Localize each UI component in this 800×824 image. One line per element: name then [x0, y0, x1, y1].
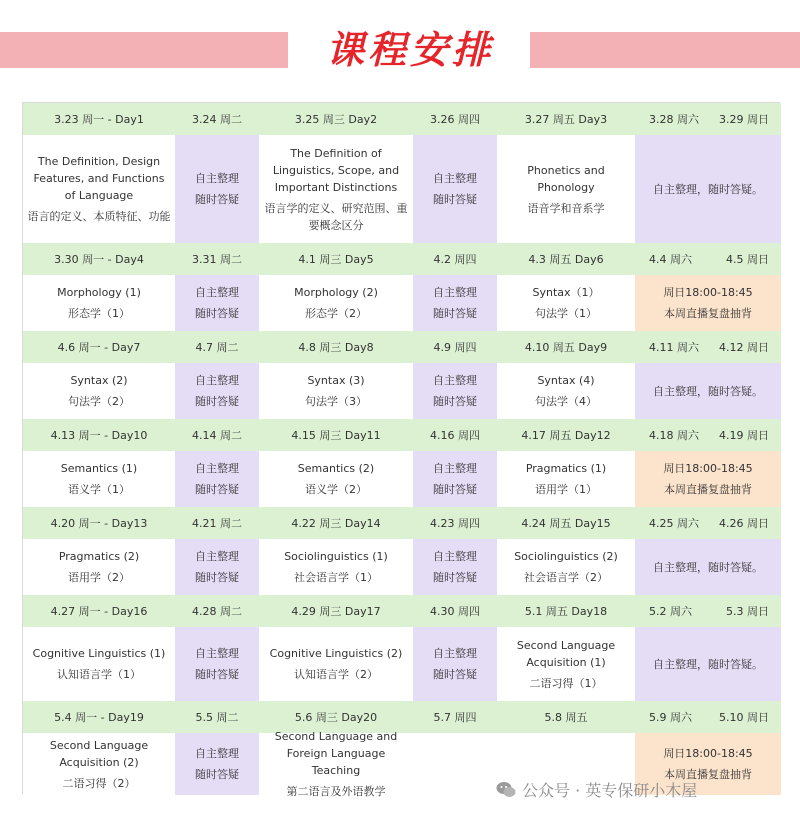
lesson-title-en: Semantics (2): [297, 462, 375, 475]
lesson-cell-fri: [497, 275, 635, 331]
header-thu: 5.7 周四: [433, 710, 477, 724]
lesson-cell-mon: [23, 451, 175, 507]
lesson-cell-mon: [23, 733, 175, 795]
header-mon: 4.27 周一 - Day16: [50, 604, 148, 618]
lesson-title-zh: 语音学和音系学: [527, 201, 605, 215]
lesson-title-zh: 社会语言学（2）: [524, 571, 608, 584]
lesson-title-en: Syntax (3): [307, 374, 365, 387]
header-thu: 4.2 周四: [433, 252, 477, 266]
lesson-title-zh: 认知语言学（1）: [57, 668, 141, 681]
lesson-title-en: Phonetics and Phonology: [527, 163, 605, 194]
header-wed: 4.22 周三 Day14: [291, 516, 381, 530]
weekend-line1: 自主整理，随时答疑。: [653, 657, 763, 671]
lesson-cell-mon: [23, 363, 175, 419]
lesson-cell-wed: [259, 539, 413, 595]
header-wed: 3.25 周三 Day2: [294, 112, 378, 126]
lesson-title-en: Pragmatics (2): [58, 550, 140, 563]
weekend-line1: 周日18:00-18:45: [663, 462, 753, 475]
self-study-cell-tue: [175, 627, 259, 701]
header-thu: 4.30 周四: [430, 604, 480, 618]
self-study-cell-thu: [413, 275, 497, 331]
lesson-title-zh: 第二语言及外语教学: [286, 785, 386, 798]
week-header-row: [23, 595, 781, 627]
self-study-line2: 随时答疑: [433, 193, 477, 206]
self-study-line1: 自主整理: [195, 286, 239, 299]
header-sun: 5.3 周日: [726, 604, 769, 618]
weekend-line1: 自主整理，随时答疑。: [653, 182, 763, 196]
schedule-table: [22, 102, 780, 798]
week-content-row: [23, 539, 781, 595]
self-study-line2: 随时答疑: [195, 395, 239, 408]
header-tue: 5.5 周二: [195, 710, 239, 724]
weekend-line1: 自主整理，随时答疑。: [653, 384, 763, 398]
header-thu: 3.26 周四: [430, 112, 480, 126]
lesson-title-zh: 形态学（2）: [305, 307, 367, 320]
self-study-cell-tue: [175, 135, 259, 243]
lesson-title-en: The Definition, Design Features, and Functions of Language: [33, 155, 165, 202]
lesson-title-zh: 形态学（1）: [68, 307, 130, 320]
lesson-title-zh: 语言学的定义、研究范围、重要概念区分: [264, 201, 408, 232]
lesson-title-en: Cognitive Linguistics (1): [32, 647, 166, 660]
self-study-line1: 自主整理: [433, 462, 477, 475]
header-sun: 4.12 周日: [719, 340, 769, 354]
lesson-cell-wed: [259, 135, 413, 243]
lesson-title-zh: 认知语言学（2）: [294, 668, 378, 681]
lesson-cell-wed: [259, 275, 413, 331]
header-sun: 4.26 周日: [719, 516, 769, 530]
header-tue: 4.14 周二: [192, 428, 242, 442]
footer-watermark: 公众号 · 英专保研小木屋: [522, 781, 698, 800]
lesson-cell-mon: [23, 627, 175, 701]
week-content-row: [23, 135, 781, 243]
lesson-title-en: Morphology (2): [294, 286, 378, 299]
lesson-cell-wed: [259, 730, 413, 798]
self-study-line2: 随时答疑: [195, 768, 239, 781]
lesson-title-zh: 语用学（1）: [535, 483, 597, 496]
self-study-line2: 随时答疑: [195, 193, 239, 206]
self-study-cell-tue: [175, 451, 259, 507]
week-content-row: [23, 363, 781, 419]
lesson-cell-wed: [259, 627, 413, 701]
lesson-cell-wed: [259, 451, 413, 507]
self-study-line1: 自主整理: [195, 747, 239, 760]
self-study-cell-tue: [175, 363, 259, 419]
self-study-cell-tue: [175, 275, 259, 331]
self-study-line2: 随时答疑: [195, 483, 239, 496]
header-wed: 4.8 周三 Day8: [298, 340, 374, 354]
lesson-title-en: Morphology (1): [57, 286, 141, 299]
lesson-cell-mon: [23, 275, 175, 331]
week-header-row: [23, 419, 781, 451]
header-sat: 4.11 周六: [649, 340, 699, 354]
header-fri: 3.27 周五 Day3: [524, 112, 608, 126]
lesson-title-en: The Definition of Linguistics, Scope, and Important Distinctions: [272, 146, 400, 194]
weekend-line1: 周日18:00-18:45: [663, 747, 753, 760]
header-fri: 4.3 周五 Day6: [528, 252, 604, 266]
header-sun: 4.19 周日: [719, 428, 769, 442]
header-sun: 5.10 周日: [719, 710, 769, 724]
header-wed: 5.6 周三 Day20: [294, 710, 378, 724]
lesson-title-zh: 句法学（1）: [535, 307, 597, 320]
lesson-cell-fri: [497, 539, 635, 595]
self-study-line2: 随时答疑: [433, 483, 477, 496]
header-sat: 3.28 周六: [649, 112, 699, 126]
weekend-cell: [635, 627, 781, 701]
header-tue: 4.28 周二: [192, 604, 242, 618]
lesson-title-zh: 语言的定义、本质特征、功能: [27, 210, 171, 223]
lesson-cell-fri: [497, 451, 635, 507]
header-sat: 4.25 周六: [649, 516, 699, 530]
header-mon: 4.13 周一 - Day10: [50, 428, 148, 442]
lesson-title-zh: 二语习得（1）: [529, 676, 603, 690]
header-wed: 4.1 周三 Day5: [298, 252, 374, 266]
header-mon: 4.20 周一 - Day13: [50, 516, 148, 530]
self-study-line1: 自主整理: [195, 550, 239, 563]
lesson-title-en: Syntax（1）: [532, 286, 600, 299]
week-header-row: [23, 507, 781, 539]
lesson-title-en: Syntax (2): [70, 374, 128, 387]
self-study-line1: 自主整理: [195, 172, 239, 185]
lesson-title-en: Syntax (4): [537, 374, 595, 387]
header-sat: 4.4 周六: [649, 252, 692, 266]
self-study-line2: 随时答疑: [433, 307, 477, 320]
self-study-cell-thu: [413, 135, 497, 243]
lesson-cell-wed: [259, 363, 413, 419]
header-mon: 5.4 周一 - Day19: [54, 710, 144, 724]
lesson-cell-fri: [497, 363, 635, 419]
self-study-line2: 随时答疑: [433, 395, 477, 408]
lesson-title-zh: 句法学（3）: [305, 395, 367, 408]
self-study-cell-thu: [413, 451, 497, 507]
lesson-title-zh: 二语习得（2）: [62, 776, 136, 790]
header-wed: 4.15 周三 Day11: [291, 428, 381, 442]
self-study-line1: 自主整理: [433, 550, 477, 563]
header-fri: 4.10 周五 Day9: [524, 340, 608, 354]
self-study-line1: 自主整理: [195, 462, 239, 475]
header-fri: 5.1 周五 Day18: [524, 604, 608, 618]
weekend-cell: [635, 539, 781, 595]
lesson-cell-mon: [23, 539, 175, 595]
lesson-title-zh: 语用学（2）: [68, 571, 130, 584]
weekend-cell: [635, 135, 781, 243]
header-sat: 4.18 周六: [649, 428, 699, 442]
weekend-line2: 本周直播复盘抽背: [664, 307, 752, 320]
self-study-cell-tue: [175, 539, 259, 595]
wechat-icon: [496, 781, 516, 799]
lesson-title-zh: 语义学（1）: [68, 483, 130, 496]
self-study-line2: 随时答疑: [433, 668, 477, 681]
lesson-title-zh: 社会语言学（1）: [294, 571, 378, 584]
header-wed: 4.29 周三 Day17: [291, 604, 381, 618]
title-bar-right: [530, 32, 800, 68]
self-study-cell-thu: [413, 627, 497, 701]
weekend-live-cell: [635, 451, 781, 507]
header-mon: 3.30 周一 - Day4: [54, 252, 144, 266]
header-fri: 4.17 周五 Day12: [521, 428, 611, 442]
lesson-title-zh: 句法学（4）: [535, 395, 597, 408]
lesson-title-en: Sociolinguistics (2): [514, 550, 618, 563]
self-study-line2: 随时答疑: [195, 668, 239, 681]
self-study-line2: 随时答疑: [433, 571, 477, 584]
lesson-title-en: Cognitive Linguistics (2): [269, 647, 403, 660]
weekend-line2: 本周直播复盘抽背: [664, 768, 752, 781]
week-content-row: [23, 275, 781, 331]
self-study-line1: 自主整理: [433, 374, 477, 387]
header-fri: 4.24 周五 Day15: [521, 516, 611, 530]
lesson-title-en: Second Language and Foreign Language Teaching: [274, 730, 398, 777]
header-mon: 3.23 周一 - Day1: [54, 112, 144, 126]
header-thu: 4.16 周四: [430, 428, 480, 442]
header-sun: 3.29 周日: [719, 112, 769, 126]
weekend-line1: 自主整理，随时答疑。: [653, 560, 763, 574]
lesson-title-en: Semantics (1): [60, 462, 138, 475]
self-study-line1: 自主整理: [195, 647, 239, 660]
title-bar-left: [0, 32, 288, 68]
header-tue: 3.24 周二: [192, 112, 242, 126]
empty-cell-thu: [413, 733, 497, 795]
self-study-line2: 随时答疑: [195, 307, 239, 320]
self-study-line1: 自主整理: [433, 286, 477, 299]
week-content-row: [23, 451, 781, 507]
header-thu: 4.9 周四: [433, 340, 477, 354]
lesson-title-en: Second Language Acquisition (1): [516, 638, 616, 669]
header-sat: 5.9 周六: [649, 710, 692, 724]
page-title: 课程安排: [325, 28, 494, 72]
weekend-live-cell: [635, 275, 781, 331]
lesson-cell-fri: [497, 627, 635, 701]
header-sun: 4.5 周日: [726, 252, 769, 266]
header-thu: 4.23 周四: [430, 516, 480, 530]
header-tue: 3.31 周二: [192, 252, 242, 266]
lesson-title-en: Sociolinguistics (1): [284, 550, 388, 563]
self-study-cell-tue: [175, 733, 259, 795]
lesson-title-zh: 句法学（2）: [68, 395, 130, 408]
lesson-title-en: Pragmatics (1): [525, 462, 607, 475]
week-header-row: [23, 331, 781, 363]
self-study-line1: 自主整理: [433, 172, 477, 185]
self-study-line2: 随时答疑: [195, 571, 239, 584]
header-fri: 5.8 周五: [544, 710, 588, 724]
lesson-title-zh: 语义学（2）: [305, 483, 367, 496]
lesson-cell-fri: [497, 135, 635, 243]
header-tue: 4.7 周二: [195, 340, 239, 354]
header-tue: 4.21 周二: [192, 516, 242, 530]
weekend-cell: [635, 363, 781, 419]
lesson-cell-mon: [23, 135, 175, 243]
self-study-line1: 自主整理: [433, 647, 477, 660]
header-sat: 5.2 周六: [649, 604, 692, 618]
self-study-cell-thu: [413, 539, 497, 595]
weekend-line2: 本周直播复盘抽背: [664, 483, 752, 496]
self-study-line1: 自主整理: [195, 374, 239, 387]
week-header-row: [23, 103, 781, 135]
header-mon: 4.6 周一 - Day7: [57, 340, 141, 354]
weekend-line1: 周日18:00-18:45: [663, 286, 753, 299]
week-content-row: [23, 627, 781, 701]
self-study-cell-thu: [413, 363, 497, 419]
lesson-title-en: Second Language Acquisition (2): [49, 738, 149, 769]
week-header-row: [23, 243, 781, 275]
